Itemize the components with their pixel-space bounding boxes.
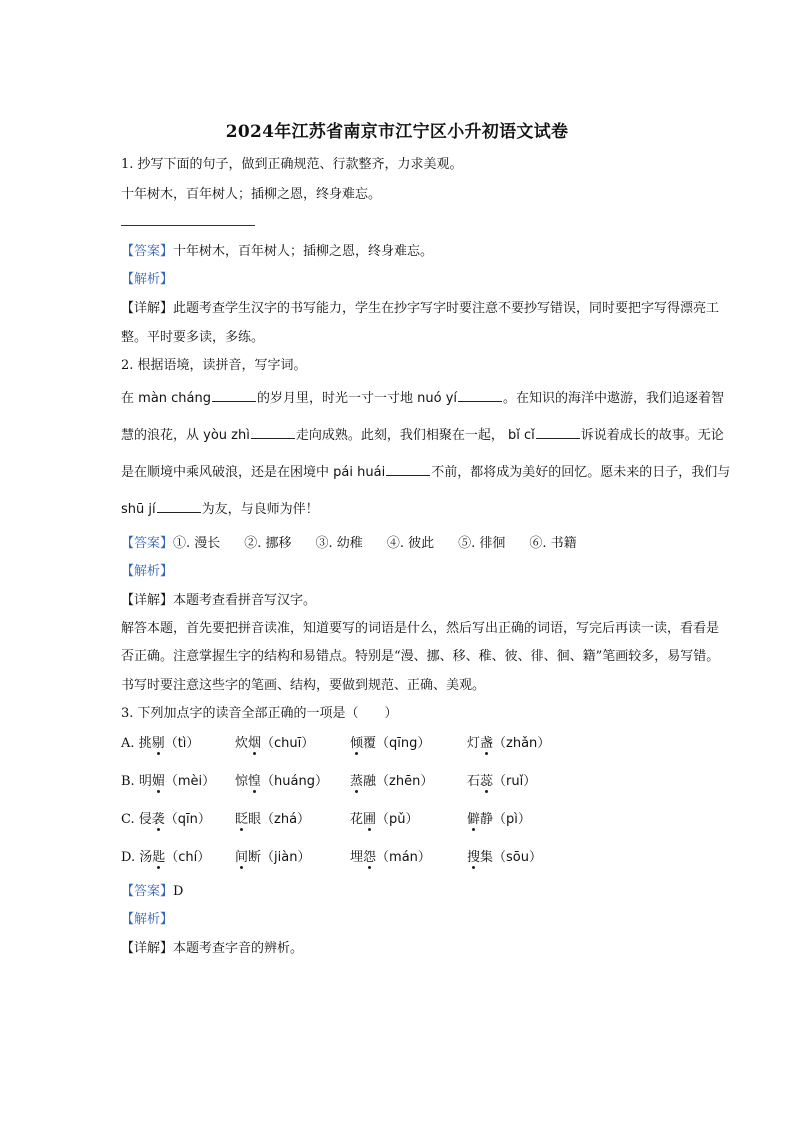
q3-detail-text: 本题考查字音的辨析。 xyxy=(173,941,304,956)
q2-answer-item: ④. 彼此 xyxy=(386,536,435,551)
q3-question: 3. 下列加点字的读音全部正确的一项是（ ） xyxy=(121,706,398,721)
word-char: 袭 xyxy=(152,808,165,827)
q1-answer-text: 十年树木，百年树人；插柳之恩，终身难忘。 xyxy=(173,244,434,259)
word-char: 埋 xyxy=(350,850,364,865)
word-char: 僻 xyxy=(467,808,480,827)
pinyin-5: pái huái xyxy=(333,465,386,480)
word-char: 蕊 xyxy=(480,770,493,789)
option-label: B. xyxy=(121,774,139,789)
q2-explanation-line-1: 解答本题，首先要把拼音读准，知道要写的词语是什么，然后写出正确的词语，写完后再读一读，看看是 xyxy=(121,621,720,636)
q3-detail xyxy=(121,937,303,956)
q3-analysis-tag: 【解析】 xyxy=(121,912,174,927)
q3-option-d-item xyxy=(121,846,210,865)
q1-sentence: 十年树木，百年树人；插柳之恩，终身难忘。 xyxy=(121,187,382,202)
q1-writing-line xyxy=(121,225,255,226)
q3-option-c-item xyxy=(121,808,211,827)
q2-passage-line-3 xyxy=(121,461,730,480)
q2-answer-item: ②. 挪移 xyxy=(244,536,292,551)
pinyin-reading: （qīng） xyxy=(376,736,431,751)
q2-answer xyxy=(121,532,601,551)
passage-text: 为友，与良师为伴！ xyxy=(201,502,319,517)
q3-answer-text: D xyxy=(173,884,184,899)
q3-option-a-item xyxy=(121,732,199,751)
blank-4 xyxy=(536,426,580,439)
detail-tag: 【详解】 xyxy=(121,941,174,956)
q1-detail-line-2: 整。平时要多读，多练。 xyxy=(121,330,265,345)
pinyin-reading: （ruǐ） xyxy=(493,774,537,789)
word-char: 盏 xyxy=(480,732,493,751)
answer-tag: 【答案】 xyxy=(121,244,174,259)
pinyin-reading: （pǔ） xyxy=(376,812,419,827)
word-char: 圃 xyxy=(363,808,376,827)
q3-option-a-item xyxy=(467,732,550,751)
pinyin-reading: （qīn） xyxy=(164,812,211,827)
q2-question: 2. 根据语境，读拼音，写字词。 xyxy=(121,358,307,373)
word-char: 惊 xyxy=(235,774,249,789)
q1-detail-line-1 xyxy=(121,297,719,316)
q2-answer-item: ⑤. 徘徊 xyxy=(458,536,506,551)
q2-explanation-line-3: 书写时要注意这些字的笔画、结构，要做到规范、正确、美观。 xyxy=(121,678,486,693)
q3-option-a-item xyxy=(235,732,314,751)
q3-option-d-item xyxy=(235,846,310,865)
word-char: 明 xyxy=(138,774,152,789)
word-char: 炊 xyxy=(235,736,249,751)
pinyin-reading: （tì） xyxy=(164,736,200,751)
word-char: 静 xyxy=(480,812,494,827)
q2-passage-line-1 xyxy=(121,387,724,406)
pinyin-3: yòu zhì xyxy=(203,428,250,443)
q3-option-a-item xyxy=(350,732,430,751)
pinyin-reading: （jiàn） xyxy=(261,850,311,865)
passage-text: 不前，都将成为美好的回忆。愿未来的日子，我们与 xyxy=(431,465,731,480)
q2-detail xyxy=(121,589,316,608)
pinyin-reading: （zhá） xyxy=(261,812,311,827)
q2-answer-item: ①. 漫长 xyxy=(173,536,221,551)
word-char: 间 xyxy=(235,846,248,865)
q3-answer xyxy=(121,880,183,899)
q3-option-c-item xyxy=(350,808,419,827)
pinyin-reading: （mán） xyxy=(376,850,431,865)
q1-question: 1. 抄写下面的句子，做到正确规范、行款整齐，力求美观。 xyxy=(121,157,463,172)
detail-tag: 【详解】 xyxy=(121,301,174,316)
word-char: 眼 xyxy=(248,812,262,827)
q3-option-b-item xyxy=(235,770,328,789)
blank-3 xyxy=(251,426,295,439)
q2-analysis-tag: 【解析】 xyxy=(121,564,174,579)
word-char: 倾 xyxy=(350,732,363,751)
option-label: A. xyxy=(121,736,139,751)
word-char: 眨 xyxy=(235,808,248,827)
word-char: 石 xyxy=(467,774,481,789)
pinyin-4: bǐ cǐ xyxy=(508,428,535,443)
pinyin-reading: （chí） xyxy=(165,850,211,865)
word-char: 挑 xyxy=(138,736,152,751)
q2-answer-item: ⑥. 书籍 xyxy=(529,536,577,551)
q3-option-c-item xyxy=(235,808,310,827)
q3-option-d-item xyxy=(467,846,542,865)
word-char: 剔 xyxy=(152,732,165,751)
word-char: 融 xyxy=(363,774,377,789)
word-char: 怨 xyxy=(363,846,376,865)
pinyin-reading: （zhǎn） xyxy=(493,736,551,751)
q3-option-b-item xyxy=(350,770,433,789)
answer-tag: 【答案】 xyxy=(121,884,174,899)
q3-option-c-item xyxy=(467,808,531,827)
pinyin-reading: （mèi） xyxy=(164,774,216,789)
word-char: 灯 xyxy=(467,736,481,751)
pinyin-reading: （chuī） xyxy=(261,736,315,751)
passage-text: 走向成熟。此刻，我们相聚在一起， xyxy=(295,428,504,443)
passage-text: 是在顺境中乘风破浪，还是在困境中 xyxy=(121,465,330,480)
word-char: 媚 xyxy=(152,770,165,789)
word-char: 花 xyxy=(350,812,364,827)
q2-answer-item: ③. 幼稚 xyxy=(315,536,363,551)
word-char: 汤 xyxy=(139,850,153,865)
pinyin-reading: （huáng） xyxy=(261,774,328,789)
word-char: 搜 xyxy=(467,846,480,865)
q1-answer xyxy=(121,240,433,259)
q2-passage-line-2 xyxy=(121,424,724,443)
detail-tag: 【详解】 xyxy=(121,593,174,608)
blank-5 xyxy=(386,463,430,476)
blank-1 xyxy=(212,389,256,402)
q1-detail-text: 此题考查学生汉字的书写能力，学生在抄字写字时要注意不要抄写错误，同时要把字写得漂亮工 xyxy=(173,301,720,316)
word-char: 集 xyxy=(480,850,494,865)
option-label: D. xyxy=(121,850,140,865)
word-char: 烟 xyxy=(248,732,261,751)
q3-option-b-item xyxy=(467,770,536,789)
word-char: 断 xyxy=(248,850,262,865)
q3-option-b-item xyxy=(121,770,215,789)
pinyin-reading: （sōu） xyxy=(493,850,542,865)
q2-explanation-line-2: 否正确。注意掌握生字的结构和易错点。特别是“漫、挪、移、稚、彼、徘、徊、籍”笔画较多，易写错。 xyxy=(121,649,720,664)
blank-2 xyxy=(458,389,502,402)
word-char: 侵 xyxy=(138,812,152,827)
passage-text: 在 xyxy=(121,391,135,406)
passage-text: 的岁月里，时光一寸一寸地 xyxy=(257,391,414,406)
passage-text: 诉说着成长的故事。无论 xyxy=(580,428,724,443)
q1-analysis-tag: 【解析】 xyxy=(121,272,174,287)
word-char: 蒸 xyxy=(350,770,363,789)
pinyin-reading: （pì） xyxy=(493,812,531,827)
word-char: 覆 xyxy=(363,736,377,751)
q2-detail-text: 本题考查看拼音写汉字。 xyxy=(173,593,317,608)
page-title: 2024年江苏省南京市江宁区小升初语文试卷 xyxy=(225,122,569,142)
passage-text: 。在知识的海洋中遨游，我们追逐着智 xyxy=(503,391,725,406)
option-label: C. xyxy=(121,812,139,827)
answer-tag: 【答案】 xyxy=(121,536,174,551)
word-char: 惶 xyxy=(248,770,261,789)
pinyin-reading: （zhēn） xyxy=(376,774,434,789)
q3-option-d-item xyxy=(350,846,431,865)
pinyin-6: shū jí xyxy=(121,502,156,517)
pinyin-1: màn cháng xyxy=(138,391,212,406)
word-char: 匙 xyxy=(152,846,165,865)
blank-6 xyxy=(157,500,201,513)
pinyin-2: nuó yí xyxy=(417,391,458,406)
passage-text: 慧的浪花，从 xyxy=(121,428,200,443)
q2-passage-line-4 xyxy=(121,498,319,517)
